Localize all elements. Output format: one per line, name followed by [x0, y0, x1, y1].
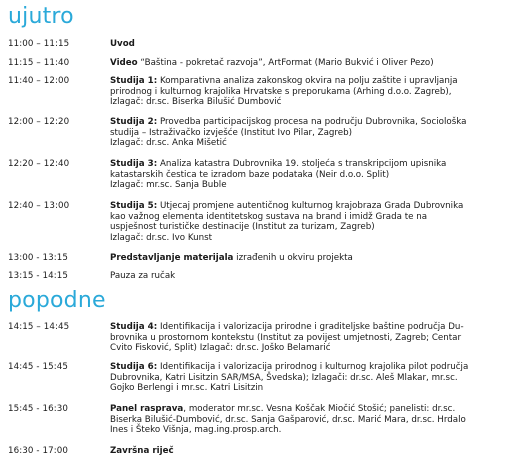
- desc-text: “Baština - pokretač razvoja”, ArtFormat (Mario Bukvić i Oliver Pezo): [137, 58, 434, 68]
- row-description: [110, 446, 514, 457]
- desc-text: Analiza katastra Dubrovnika 19. stoljeća s transkripcijom upisnika: [157, 159, 447, 169]
- desc-bold: Studija 1:: [110, 76, 158, 86]
- desc-line: Biserka Bilušić-Dumbović, dr.sc. Sanja Gašparović, dr.sc. Marić Mara, dr.sc. Hrdalo: [110, 414, 466, 425]
- row-time: 12:00 – 12:20: [8, 117, 70, 127]
- desc-bold: Predstavljanje materijala: [110, 253, 234, 263]
- desc-line: Izlagač: dr.sc. Ivo Kunst: [110, 233, 213, 244]
- desc-line: [110, 58, 514, 69]
- section-title-afternoon: popodne: [8, 288, 106, 313]
- desc-line: [110, 253, 514, 264]
- desc-line: brovnika u prostornom kontekstu (Institut za povijest umjetnosti, Zagreb; Centar: [110, 332, 462, 343]
- desc-bold: Studija 3:: [110, 159, 158, 169]
- desc-bold: Panel rasprava: [110, 404, 184, 414]
- row-description: [110, 404, 514, 436]
- row-description: [110, 76, 514, 108]
- desc-line: studija – Istraživačko izvješće (Institut Ivo Pilar, Zagreb): [110, 127, 353, 138]
- desc-line: Izlagač: dr.sc. Anka Mišetić: [110, 138, 227, 149]
- row-time: 12:40 – 13:00: [8, 201, 70, 211]
- desc-text: , moderator mr.sc. Vesna Koščak Miočić Stošić; panelisti: dr.sc.: [183, 404, 456, 414]
- row-description: [110, 362, 514, 394]
- row-time: 13:00 - 13:15: [8, 253, 69, 263]
- row-time: 14:15 – 14:45: [8, 322, 70, 332]
- desc-bold: Završna riječ: [110, 446, 174, 456]
- desc-line: [110, 362, 514, 373]
- desc-bold: Studija 2:: [110, 117, 158, 127]
- desc-text: Identifikacija i valorizacija prirodnog i kulturnog krajolika pilot područja: [157, 362, 469, 372]
- row-time: 11:40 – 12:00: [8, 76, 70, 86]
- row-description: [110, 58, 514, 69]
- desc-line: prirodnog i kulturnog krajolika Hrvatske s preporukama (Arhing d.o.o. Zagreb),: [110, 86, 452, 97]
- row-time: 11:15 – 11:40: [8, 58, 70, 68]
- row-description: [110, 117, 514, 149]
- row-time: 16:30 - 17:00: [8, 446, 69, 456]
- desc-line: Gojko Berlengi i mr.sc. Katri Lisitzin: [110, 383, 264, 394]
- desc-bold: Uvod: [110, 39, 135, 49]
- desc-line: katastarskih čestica te izradom baze podataka (Neir d.o.o. Split): [110, 169, 390, 180]
- desc-line: [110, 159, 514, 170]
- desc-line: Izlagač: dr.sc. Biserka Bilušić Dumbović: [110, 97, 282, 108]
- desc-line: [110, 446, 514, 457]
- desc-bold: Studija 5:: [110, 201, 158, 211]
- desc-line: Cvito Fisković, Split) Izlagač: dr.sc. Joško Belamarić: [110, 343, 331, 354]
- desc-line: Izlagač: mr.sc. Sanja Buble: [110, 180, 227, 191]
- row-time: 11:00 – 11:15: [8, 39, 70, 49]
- desc-text: izrađenih u okviru projekta: [233, 253, 353, 263]
- desc-line: [110, 117, 514, 128]
- desc-line: kao važnog elementa identitetskog sustava na brand i imidž Grada te na: [110, 211, 428, 222]
- desc-line: Pauza za ručak: [110, 271, 176, 281]
- desc-text: Utjecaj promjene autentičnog kulturnog krajobraza Grada Dubrovnika: [157, 201, 464, 211]
- desc-text: Identifikacija i valorizacija prirodne i graditeljske baštine područja Du-: [157, 322, 464, 332]
- desc-text: Komparativna analiza zakonskog okvira na polju zaštite i upravljanja: [157, 76, 458, 86]
- desc-line: [110, 39, 514, 50]
- row-time: 12:20 – 12:40: [8, 159, 70, 169]
- row-time: 14:45 - 15:45: [8, 362, 69, 372]
- desc-text: Provedba participacijskog procesa na području Dubrovnika, Sociološka: [157, 117, 467, 127]
- desc-line: uspješnost turističke destinacije (Institut za turizam, Zagreb): [110, 222, 375, 233]
- desc-bold: Studija 6:: [110, 362, 158, 372]
- desc-line: [110, 404, 514, 415]
- desc-line: [110, 322, 514, 333]
- row-time: 15:45 - 16:30: [8, 404, 69, 414]
- row-description: [110, 253, 514, 264]
- desc-bold: Studija 4:: [110, 322, 158, 332]
- section-title-morning: ujutro: [8, 4, 74, 29]
- desc-line: [110, 201, 514, 212]
- desc-bold: Video: [110, 58, 138, 68]
- row-description: [110, 39, 514, 50]
- row-description: [110, 271, 514, 282]
- desc-line: Dubrovnika, Katri Lisitzin SAR/MSA, Švedska); Izlagači: dr.sc. Aleš Mlakar, mr.sc.: [110, 372, 458, 383]
- row-description: [110, 201, 514, 244]
- row-description: [110, 322, 514, 354]
- row-description: [110, 159, 514, 191]
- desc-line: Ines i Šteko Višnja, mag.ing.prosp.arch.: [110, 425, 282, 436]
- desc-line: [110, 76, 514, 87]
- row-time: 13:15 - 14:15: [8, 271, 69, 281]
